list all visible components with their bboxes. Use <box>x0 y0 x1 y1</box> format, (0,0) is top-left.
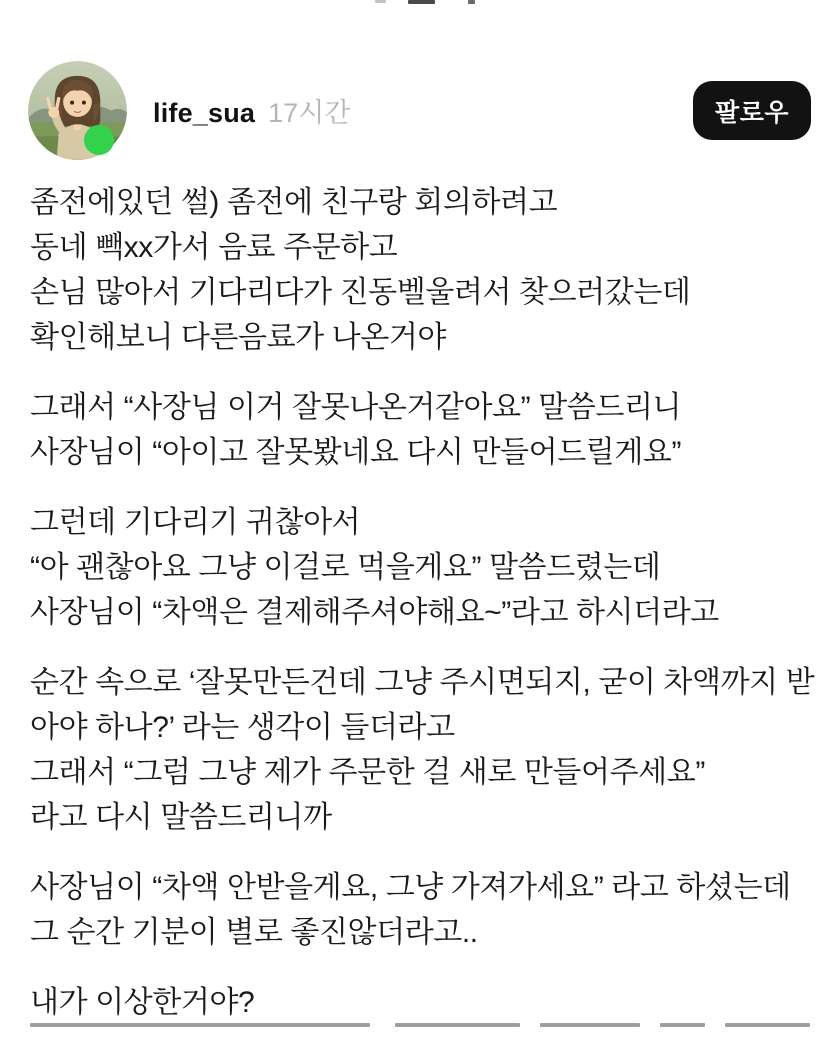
cutoff-glyph <box>468 0 475 4</box>
cutoff-glyph <box>30 1023 370 1027</box>
post-text-line: 사장님이 “차액 안받을게요, 그냥 가져가세요” 라고 하셨는데 <box>30 871 791 904</box>
post-text-line: 손님 많아서 기다리다가 진동벨울려서 찾으러갔는데 <box>30 276 691 309</box>
post-paragraph <box>30 180 835 360</box>
username[interactable]: life_sua <box>153 98 256 128</box>
cutoff-glyph <box>375 0 386 3</box>
post-text-line: 확인해보니 다른음료가 나온거야 <box>30 321 446 354</box>
cutoff-glyph <box>395 1023 520 1027</box>
post-paragraph <box>30 660 835 840</box>
cutoff-glyph <box>408 0 435 4</box>
post-paragraph <box>30 980 835 1025</box>
post-paragraph <box>30 865 835 955</box>
post-text-line: 그래서 “그럼 그냥 제가 주문한 걸 새로 만들어주세요” <box>30 756 705 789</box>
avatar[interactable] <box>28 61 127 160</box>
post-text-line: 그래서 “사장님 이거 잘못나온거같아요” 말씀드리니 <box>30 391 682 424</box>
timestamp: 17시간 <box>268 98 351 128</box>
post-paragraph <box>30 385 835 475</box>
post-text-line: 그런데 기다리기 귀찮아서 <box>30 506 361 539</box>
cutoff-glyph <box>660 1023 705 1027</box>
post-text-line: 아야 하나?’ 라는 생각이 들더라고 <box>30 711 455 744</box>
post-header <box>28 61 811 160</box>
status-dot <box>84 125 114 155</box>
post-paragraph <box>30 500 835 635</box>
post-text-line: 사장님이 “아이고 잘못봤네요 다시 만들어드릴게요” <box>30 436 682 469</box>
post-text-line: 그 순간 기분이 별로 좋진않더라고.. <box>30 916 478 949</box>
post-body <box>30 180 835 1050</box>
post-text-line: 내가 이상한거야? <box>30 986 255 1019</box>
post-text-line: 순간 속으로 ‘잘못만든건데 그냥 주시면되지, 굳이 차액까지 받 <box>30 666 815 699</box>
post-text-line: “아 괜찮아요 그냥 이걸로 먹을게요” 말씀드렸는데 <box>30 551 661 584</box>
post-text-line: 라고 다시 말씀드리니까 <box>30 801 332 834</box>
cutoff-glyph <box>540 1023 640 1027</box>
post-text-line: 좀전에있던 썰) 좀전에 친구랑 회의하려고 <box>30 186 558 219</box>
post-text-line: 사장님이 “차액은 결제해주셔야해요~”라고 하시더라고 <box>30 596 719 629</box>
name-row <box>153 91 350 130</box>
follow-button[interactable]: 팔로우 <box>693 81 811 140</box>
post-text-line: 동네 빽xx가서 음료 주문하고 <box>30 231 398 264</box>
cutoff-glyph <box>725 1023 810 1027</box>
